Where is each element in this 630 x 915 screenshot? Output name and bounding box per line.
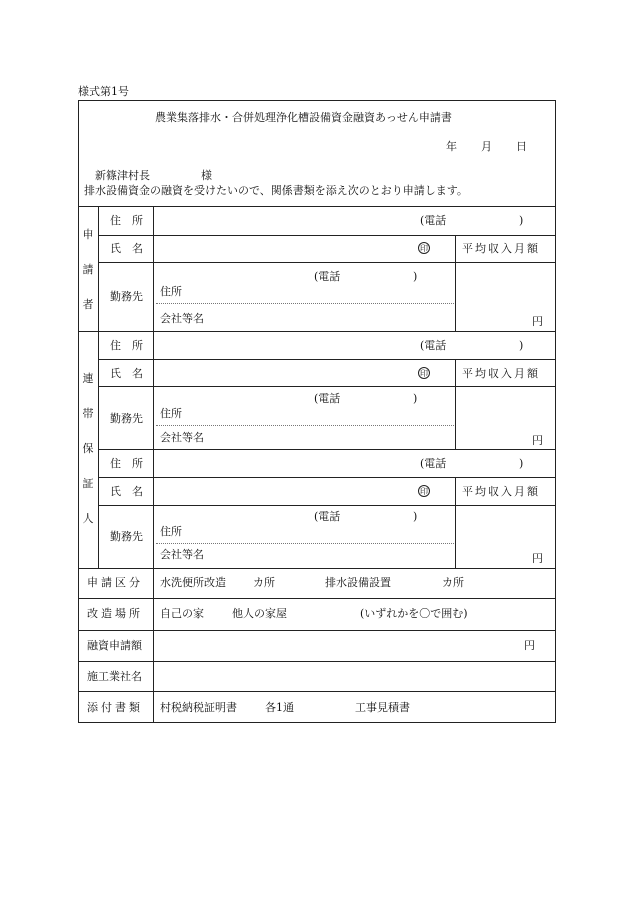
applicant-phone-close: )	[519, 214, 524, 227]
rule-top-of-table	[78, 206, 556, 207]
income-yen-unit: 円	[532, 552, 543, 565]
rule-g2-address-bottom	[98, 477, 556, 478]
loan-amount-label: 融資申請額	[87, 639, 142, 652]
rule-section-label-column	[98, 206, 99, 568]
rule-contractor-top	[78, 661, 556, 662]
rule-g1-bottom	[98, 449, 556, 450]
rule-g1-address-bottom	[98, 359, 556, 360]
rule-guarantor-top	[78, 331, 556, 332]
attachments-label: 添付書類	[87, 701, 143, 714]
applicant-address-label: 住 所	[110, 214, 143, 227]
workplace-dotted-rule	[156, 303, 454, 304]
rule-income-column-g1	[455, 359, 456, 449]
monthly-income-label: 平均収入月額	[462, 242, 540, 255]
g1-phone-close: )	[519, 339, 524, 352]
form-title: 農業集落排水・合併処理浄化槽設備資金融資あっせん申請書	[155, 111, 452, 124]
rule-category-top	[78, 568, 556, 569]
attachment-tax-certificate: 村税納税証明書	[160, 701, 237, 714]
workplace-phone-open: (電話	[314, 392, 341, 405]
workplace-phone-open: (電話	[314, 270, 341, 283]
addressee-honorific: 様	[201, 169, 212, 182]
form-number: 様式第1号	[78, 85, 129, 98]
guarantor-section-char: 人	[82, 512, 94, 525]
workplace-phone-close: )	[413, 392, 418, 405]
rule-loan-top	[78, 630, 556, 631]
g2-workplace-label: 勤務先	[110, 530, 143, 543]
category-item-flush-toilet: 水洗便所改造	[160, 576, 226, 589]
addressee-name: 新篠津村長	[95, 169, 150, 182]
category-item-drainage: 排水設備設置	[325, 576, 391, 589]
g2-address-label: 住 所	[110, 457, 143, 470]
rule-income-column-applicant	[455, 235, 456, 331]
rule-g1-name-bottom	[98, 386, 556, 387]
g1-phone-open: (電話	[420, 339, 447, 352]
date-day-label: 日	[516, 140, 527, 153]
income-yen-unit: 円	[532, 434, 543, 447]
g1-name-label: 氏 名	[110, 367, 143, 380]
workplace-address-label: 住所	[160, 407, 182, 420]
date-year-label: 年	[446, 140, 457, 153]
applicant-section-char: 者	[82, 298, 94, 311]
guarantor-section-char: 帯	[82, 407, 94, 420]
workplace-address-label: 住所	[160, 525, 182, 538]
date-month-label: 月	[481, 140, 492, 153]
guarantor-section-char: 保	[82, 442, 94, 455]
attachment-count: 各1通	[265, 701, 294, 714]
seal-mark: 印	[420, 244, 428, 253]
income-yen-unit: 円	[532, 315, 543, 328]
category-unit-1: カ所	[253, 576, 275, 589]
location-others-home: 他人の家屋	[232, 607, 287, 620]
rule-applicant-name-bottom	[98, 262, 556, 263]
category-label: 申請区分	[87, 576, 143, 589]
rule-g2-name-bottom	[98, 505, 556, 506]
location-note: (いずれかを〇で囲む)	[360, 607, 468, 620]
workplace-phone-open: (電話	[314, 510, 341, 523]
workplace-dotted-rule	[156, 425, 454, 426]
applicant-section-char: 申	[82, 228, 94, 241]
monthly-income-label: 平均収入月額	[462, 367, 540, 380]
location-label: 改造場所	[87, 607, 143, 620]
loan-yen-unit: 円	[524, 639, 535, 652]
rule-field-label-column	[153, 206, 154, 723]
monthly-income-label: 平均収入月額	[462, 485, 540, 498]
g2-phone-close: )	[519, 457, 524, 470]
seal-mark: 印	[420, 369, 428, 378]
attachment-estimate: 工事見積書	[355, 701, 410, 714]
workplace-dotted-rule	[156, 543, 454, 544]
intro-statement: 排水設備資金の融資を受けたいので、関係書類を添え次のとおり申請します。	[84, 184, 468, 197]
workplace-company-label: 会社等名	[160, 312, 204, 325]
workplace-phone-close: )	[413, 510, 418, 523]
rule-location-top	[78, 598, 556, 599]
rule-income-column-g2	[455, 477, 456, 568]
workplace-phone-close: )	[413, 270, 418, 283]
g1-workplace-label: 勤務先	[110, 412, 143, 425]
workplace-address-label: 住所	[160, 285, 182, 298]
guarantor-section-char: 証	[82, 477, 94, 490]
workplace-company-label: 会社等名	[160, 548, 204, 561]
location-own-home: 自己の家	[160, 607, 204, 620]
contractor-label: 施工業社名	[87, 670, 142, 683]
applicant-name-label: 氏 名	[110, 242, 143, 255]
seal-mark: 印	[420, 487, 428, 496]
applicant-phone-open: (電話	[420, 214, 447, 227]
category-unit-2: カ所	[442, 576, 464, 589]
g2-phone-open: (電話	[420, 457, 447, 470]
g2-name-label: 氏 名	[110, 485, 143, 498]
rule-applicant-address-bottom	[98, 235, 556, 236]
workplace-company-label: 会社等名	[160, 431, 204, 444]
applicant-section-char: 請	[82, 263, 94, 276]
g1-address-label: 住 所	[110, 339, 143, 352]
guarantor-section-char: 連	[82, 372, 94, 385]
applicant-workplace-label: 勤務先	[110, 290, 143, 303]
rule-attachments-top	[78, 691, 556, 692]
